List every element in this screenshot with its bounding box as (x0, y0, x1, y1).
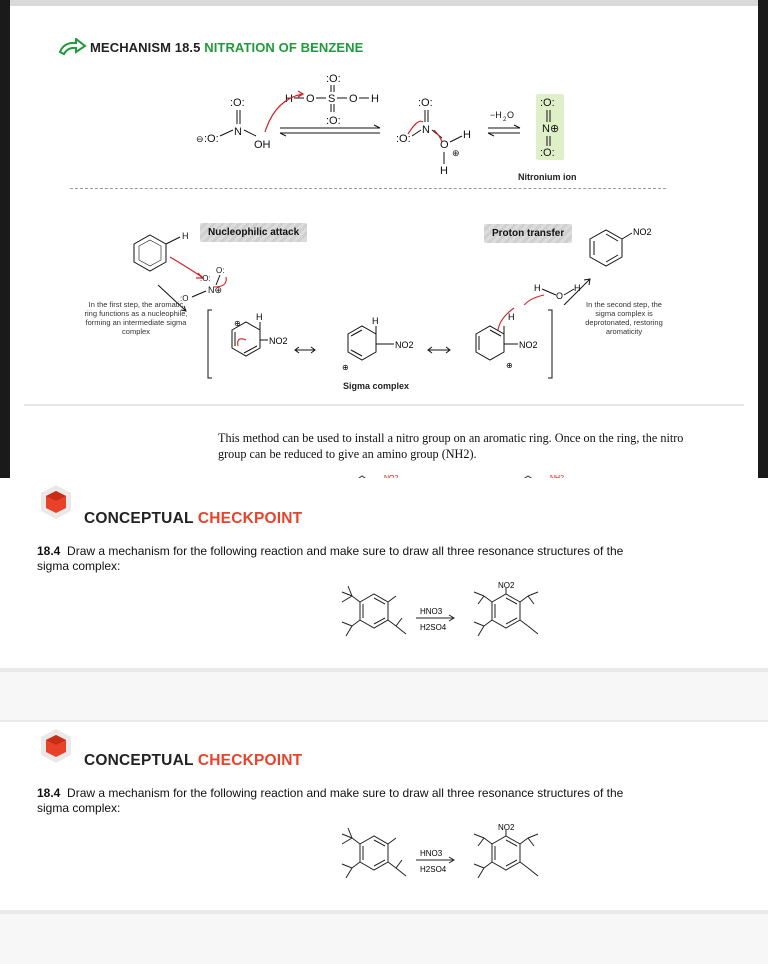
svg-text::O: :O (180, 294, 189, 303)
svg-text:H: H (574, 283, 581, 293)
note-second-step: In the second step, the sigma complex is deprotonated, restoring aromaticity (585, 300, 663, 336)
checkpoint-2-heading-black: CONCEPTUAL (84, 752, 194, 769)
checkpoint-2-reaction (330, 824, 550, 894)
svg-text:⊕: ⊕ (342, 363, 349, 372)
checkpoint-1-question-text: Draw a mechanism for the following reaction and make sure to draw all three resonance structures of the sigma complex: (37, 544, 624, 573)
proton-transfer-tag: Proton transfer (484, 224, 572, 243)
page-top-edge (0, 0, 768, 6)
checkpoint-1-reaction (330, 582, 550, 652)
svg-text::O:: :O: (540, 147, 555, 159)
checkpoint-2-reagent-bottom: H2SO4 (420, 865, 447, 874)
section-divider (70, 188, 666, 189)
no2-label-3: NO2 (519, 340, 538, 350)
sigma-complex-resonance (200, 300, 560, 390)
svg-text:O: O (306, 93, 315, 105)
svg-text:H: H (463, 129, 471, 141)
svg-text:H: H (372, 316, 379, 326)
svg-text:OH: OH (254, 139, 271, 151)
body-paragraph: This method can be used to install a nitro group on an aromatic ring. Once on the ring, the nitro group can be reduced to give an amino group (NH2). (218, 431, 684, 461)
svg-text:O: O (349, 93, 358, 105)
page-right-shadow (758, 0, 768, 478)
svg-text:N⊕: N⊕ (542, 123, 560, 135)
gap-panel (0, 672, 768, 720)
checkpoint-2-heading (84, 752, 302, 770)
checkpoint-1-reagent-top: HNO3 (420, 607, 443, 616)
svg-text::O:: :O: (326, 115, 341, 127)
svg-text:N: N (234, 126, 242, 138)
svg-text::O:: :O: (200, 274, 211, 283)
checkpoint-2-reagent-top: HNO3 (420, 849, 443, 858)
svg-text:N: N (422, 124, 430, 136)
deprotonation-scheme (520, 225, 670, 305)
svg-text::O:: :O: (396, 133, 411, 145)
svg-text:H: H (440, 165, 448, 177)
svg-text:2: 2 (503, 117, 507, 123)
svg-text::O:: :O: (540, 97, 555, 109)
svg-text:−H: −H (490, 110, 502, 120)
svg-text:⊖: ⊖ (196, 134, 204, 144)
checkpoint-cube-icon (38, 482, 74, 522)
product-no2: NO2 (633, 227, 652, 237)
checkpoint-1-heading (84, 510, 302, 528)
svg-text::O:: :O: (204, 133, 219, 145)
checkpoint-2-number: 18.4 (37, 786, 61, 800)
svg-text:H: H (534, 283, 541, 293)
sulfuric-acid (285, 73, 379, 127)
svg-text:H: H (256, 312, 263, 322)
svg-text:H: H (182, 231, 189, 241)
checkpoint-cube-icon-2 (38, 726, 74, 766)
checkpoint-1-reagent-bottom: H2SO4 (420, 623, 447, 632)
svg-text:⊕: ⊕ (452, 148, 460, 158)
mechanism-name: NITRATION OF BENZENE (204, 40, 364, 55)
checkpoint-2-heading-red: CHECKPOINT (197, 752, 303, 769)
page-left-shadow (0, 0, 10, 478)
svg-text:⊕: ⊕ (506, 361, 513, 370)
mechanism-title (90, 40, 363, 55)
checkpoint-1-number: 18.4 (37, 544, 61, 558)
svg-text:S: S (328, 93, 336, 105)
svg-text:N⊕: N⊕ (208, 285, 223, 295)
section-shadow-line (24, 404, 744, 406)
svg-text:O:: O: (216, 266, 225, 275)
bottom-panel (0, 914, 768, 964)
checkpoint-1-heading-red: CHECKPOINT (197, 510, 303, 527)
svg-text::O:: :O: (418, 97, 433, 109)
svg-text::O:: :O: (326, 73, 341, 85)
sigma-complex-label: Sigma complex (343, 381, 410, 391)
checkpoint-1-product-group: NO2 (498, 582, 515, 590)
checkpoint-2-question-text: Draw a mechanism for the following reaction and make sure to draw all three resonance structures of the sigma complex: (37, 786, 624, 815)
checkpoint-2-question (37, 786, 637, 816)
svg-text::O:: :O: (230, 97, 245, 109)
protonated-nitric-acid (396, 97, 471, 177)
checkpoint-2-product-group: NO2 (498, 824, 515, 832)
nitronium-label: Nitronium ion (518, 172, 577, 182)
svg-text:⊕: ⊕ (234, 319, 241, 328)
svg-text:O: O (440, 139, 449, 151)
mechanism-arrow-icon (58, 38, 88, 56)
nitric-acid (196, 97, 271, 151)
svg-text:H: H (508, 312, 515, 322)
svg-text:O: O (556, 291, 564, 301)
no2-label-2: NO2 (395, 340, 414, 350)
no2-label-1: NO2 (269, 336, 288, 346)
nucleophilic-attack-tag: Nucleophilic attack (200, 223, 307, 242)
mechanism-number: MECHANISM 18.5 (90, 40, 201, 55)
svg-text:H: H (371, 93, 379, 105)
checkpoint-1-heading-black: CONCEPTUAL (84, 510, 194, 527)
svg-text:O: O (507, 110, 515, 120)
checkpoint-1-question (37, 544, 637, 574)
note-first-step: In the first step, the aromatic ring functions as a nucleophile, forming an intermediate sigma complex (84, 300, 188, 336)
svg-text:H: H (285, 93, 293, 105)
